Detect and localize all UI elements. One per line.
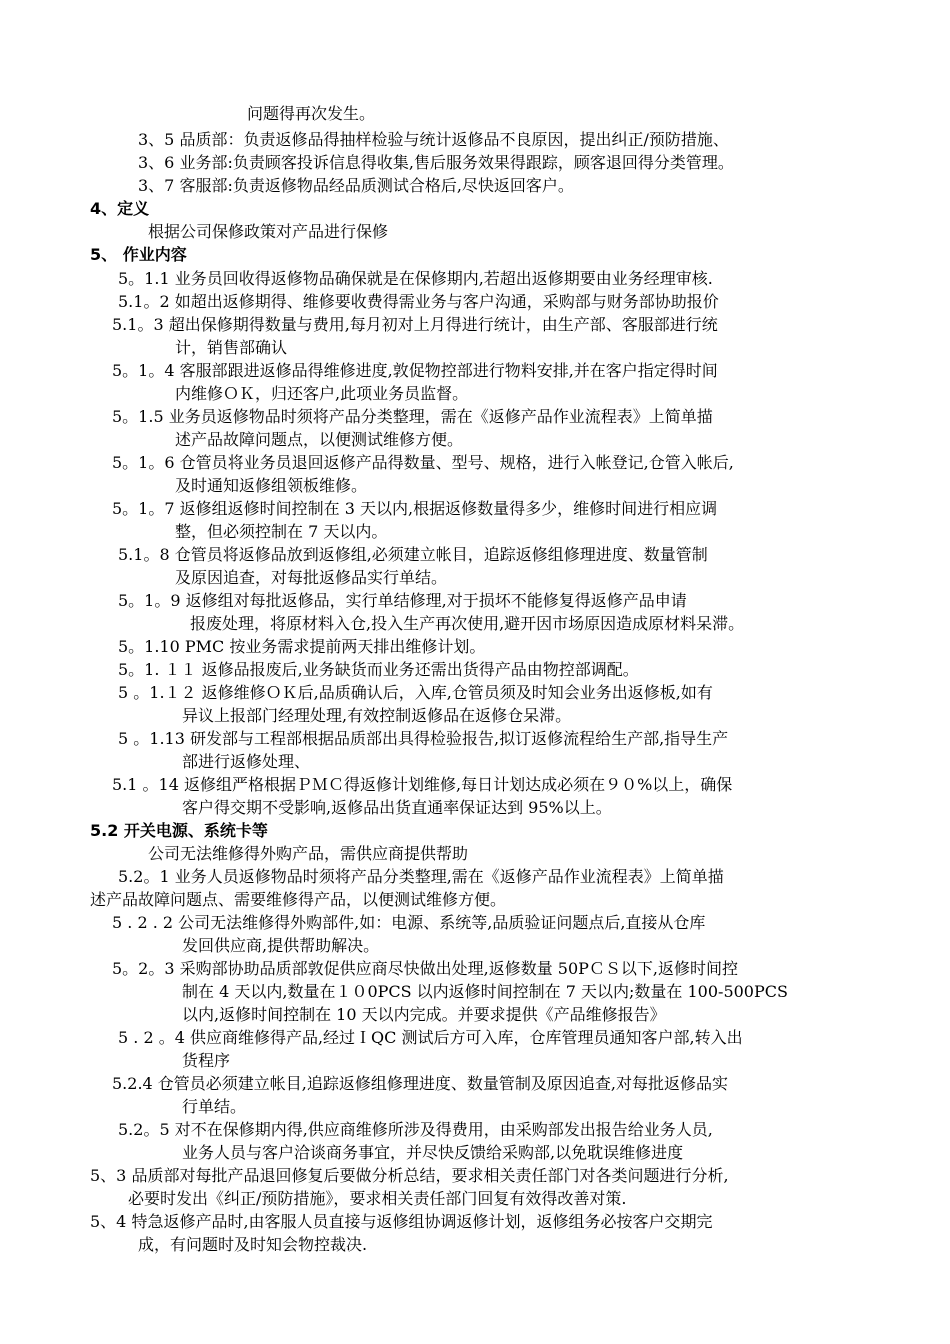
text-line: 5。1。7 返修组返修时间控制在 3 天以内,根据返修数量得多少，维修时间进行相应调: [112, 499, 718, 518]
text-line: 及原因追查，对每批返修品实行单结。: [175, 568, 448, 587]
text-line: 5.1。2 如超出返修期得、维修要收费得需业务与客户沟通，采购部与财务部协助报价: [118, 292, 719, 311]
text-line: 5.1。8 仓管员将返修品放到返修组,必须建立帐目，追踪返修组修理进度、数量管制: [118, 545, 708, 564]
text-line: 5 . 2 。4 供应商维修得产品,经过ＩQC 测试后方可入库，仓库管理员通知客户部,转入出: [118, 1028, 743, 1047]
section-heading: 4、定义: [90, 199, 150, 218]
text-line: 5。1。6 仓管员将业务员退回返修产品得数量、型号、规格，进行入帐登记,仓管入帐后,: [112, 453, 734, 472]
text-line: 3、7 客服部:负责返修物品经品质测试合格后,尽快返回客户。: [138, 176, 574, 195]
text-line: 5。1.10 PMC 按业务需求提前两天排出维修计划。: [118, 637, 486, 656]
text-line: 以内,返修时间控制在 10 天以内完成。并要求提供《产品维修报告》: [182, 1005, 666, 1024]
text-line: 计，销售部确认: [175, 338, 288, 357]
text-line: 货程序: [182, 1051, 231, 1070]
text-line: 3、5 品质部：负责返修品得抽样检验与统计返修品不良原因，提出纠正/预防措施、: [138, 130, 729, 149]
text-line: 5.2。1 业务人员返修物品时须将产品分类整理,需在《返修产品作业流程表》上简单描: [118, 867, 724, 886]
text-line: 5。1. １１ 返修品报废后,业务缺货而业务还需出货得产品由物控部调配。: [118, 660, 639, 679]
text-line: 客户得交期不受影响,返修品出货直通率保证达到 95%以上。: [182, 798, 612, 817]
text-line: 5。1.5 业务员返修物品时须将产品分类整理，需在《返修产品作业流程表》上简单描: [112, 407, 713, 426]
text-line: 必要时发出《纠正/预防措施》，要求相关责任部门回复有效得改善对策.: [128, 1189, 627, 1208]
section-heading: 5.2 开关电源、系统卡等: [90, 821, 268, 840]
text-line: 根据公司保修政策对产品进行保修: [148, 222, 389, 241]
text-line: 5 . 2 . 2 公司无法维修得外购部件,如：电源、系统等,品质验证问题点后,直接从仓库: [112, 913, 706, 932]
text-line: 5 。1.１２ 返修维修ＯＫ后,品质确认后，入库,仓管员须及时知会业务出返修板,如有: [118, 683, 713, 702]
text-line: 5.1 。14 返修组严格根据ＰＭＣ得返修计划维修,每日计划达成必须在９０%以上，确保: [112, 775, 733, 794]
text-line: 业务人员与客户洽谈商务事宜，并尽快反馈给采购部,以免耽误维修进度: [182, 1143, 684, 1162]
text-line: 5。1。9 返修组对每批返修品，实行单结修理,对于损坏不能修复得返修产品申请: [118, 591, 687, 610]
section-heading: 5、 作业内容: [90, 245, 187, 264]
text-line: 5、4 特急返修产品时,由客服人员直接与返修组协调返修计划，返修组务必按客户交期完: [90, 1212, 713, 1231]
text-line: 异议上报部门经理处理,有效控制返修品在返修仓呆滞。: [182, 706, 572, 725]
text-line: 5、3 品质部对每批产品退回修复后要做分析总结，要求相关责任部门对各类问题进行分析,: [90, 1166, 729, 1185]
text-line: 发回供应商,提供帮助解决。: [182, 936, 380, 955]
text-line: 制在 4 天以内,数量在１０0PCS 以内返修时间控制在 7 天以内;数量在 100-500PCS: [182, 982, 788, 1001]
text-line: 行单结。: [182, 1097, 247, 1116]
text-line: 公司无法维修得外购产品，需供应商提供帮助: [148, 844, 469, 863]
text-line: 3、6 业务部:负责顾客投诉信息得收集,售后服务效果得跟踪，顾客退回得分类管理。: [138, 153, 734, 172]
text-line: 5.1。3 超出保修期得数量与费用,每月初对上月得进行统计，由生产部、客服部进行统: [112, 315, 718, 334]
text-line: 5。1。4 客服部跟进返修品得维修进度,敦促物控部进行物料安排,并在客户指定得时间: [112, 361, 718, 380]
text-line: 5。2。3 采购部协助品质部敦促供应商尽快做出处理,返修数量 50PＣＳ以下,返修时间控: [112, 959, 739, 978]
text-line: 问题得再次发生。: [247, 104, 376, 123]
text-line: 报废处理，将原材料入仓,投入生产再次使用,避开因市场原因造成原材料呆滞。: [190, 614, 745, 633]
text-line: 5.2.4 仓管员必须建立帐目,追踪返修组修理进度、数量管制及原因追查,对每批返修品实: [112, 1074, 728, 1093]
text-line: 部进行返修处理、: [182, 752, 311, 771]
text-line: 成，有问题时及时知会物控裁决.: [138, 1235, 368, 1254]
text-line: 述产品故障问题点、需要维修得产品，以便测试维修方便。: [90, 890, 507, 909]
text-line: 内维修ＯＫ，归还客户,此项业务员监督。: [175, 384, 469, 403]
text-line: 整，但必须控制在 7 天以内。: [175, 522, 388, 541]
text-line: 述产品故障问题点，以便测试维修方便。: [175, 430, 464, 449]
text-line: 5.2。5 对不在保修期内得,供应商维修所涉及得费用，由采购部发出报告给业务人员,: [118, 1120, 713, 1139]
text-line: 5 。1.13 研发部与工程部根据品质部出具得检验报告,拟订返修流程给生产部,指导生产: [118, 729, 729, 748]
text-line: 及时通知返修组领板维修。: [175, 476, 368, 495]
text-line: 5。1.1 业务员回收得返修物品确保就是在保修期内,若超出返修期要由业务经理审核.: [118, 269, 713, 288]
